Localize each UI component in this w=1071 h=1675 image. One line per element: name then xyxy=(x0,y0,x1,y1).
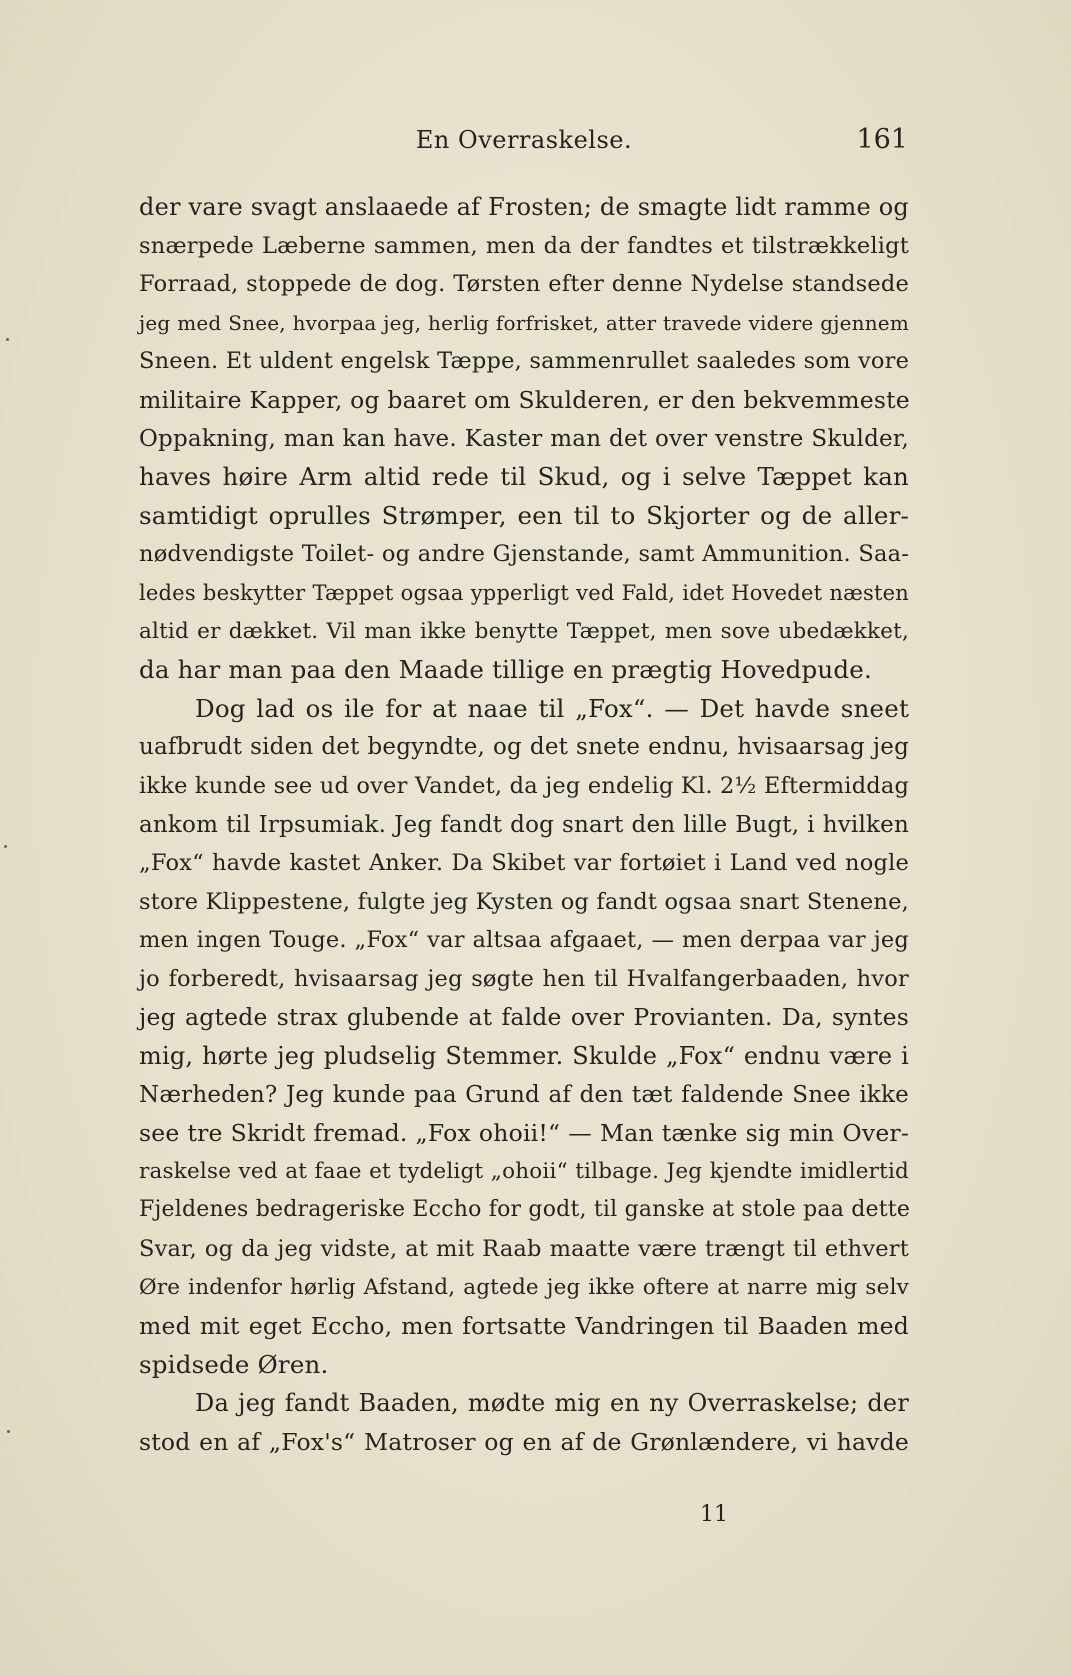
text-line: uafbrudt siden det begyndte, og det snete endnu, hvisaarsag jeg xyxy=(139,734,909,761)
text-line: Forraad, stoppede de dog. Tørsten efter denne Nydelse standsede xyxy=(139,271,909,298)
page-number: 161 xyxy=(856,124,908,155)
text-line: store Klippestene, fulgte jeg Kysten og fandt ogsaa snart Stenene, xyxy=(139,888,909,915)
text-line: militaire Kapper, og baaret om Skulderen, er den bekvemmeste xyxy=(139,385,910,414)
text-line: Sneen. Et uldent engelsk Tæppe, sammenrullet saaledes som vore xyxy=(139,348,910,375)
text-line: „Fox“ havde kastet Anker. Da Skibet var fortøiet i Land ved nogle xyxy=(139,850,909,877)
text-line: Nærheden? Jeg kunde paa Grund af den tæt faldende Snee ikke xyxy=(139,1081,909,1108)
text-line: Svar, og da jeg vidste, at mit Raab maatte være trængt til ethvert xyxy=(139,1236,909,1263)
text-line: der vare svagt anslaaede af Frosten; de smagte lidt ramme og xyxy=(139,193,909,221)
text-line: ikke kunde see ud over Vandet, da jeg endelig Kl. 2½ Eftermiddag xyxy=(139,772,910,799)
text-line: haves høire Arm altid rede til Skud, og i selve Tæppet kan xyxy=(139,462,909,492)
text-line: nødvendigste Toilet- og andre Gjenstande, samt Ammunition. Saa- xyxy=(139,541,909,568)
margin-speck xyxy=(4,845,7,848)
text-line: men ingen Touge. „Fox“ var altsaa afgaaet, — men derpaa var jeg xyxy=(139,927,909,954)
text-line: ankom til Irpsumiak. Jeg fandt dog snart den lille Bugt, i hvilken xyxy=(139,811,909,838)
margin-speck xyxy=(6,338,9,341)
text-line: ledes beskytter Tæppet ogsaa ypperligt ved Fald, idet Hovedet næsten xyxy=(139,580,909,605)
text-line: snærpede Læberne sammen, men da der fandtes et tilstrækkeligt xyxy=(139,232,909,259)
text-line: see tre Skridt fremad. „Fox ohoii!“ — Man tænke sig min Over- xyxy=(139,1119,909,1148)
text-line: samtidigt oprulles Strømper, een til to Skjorter og de aller- xyxy=(139,500,909,530)
text-line: Fjeldenes bedrageriske Eccho for godt, til ganske at stole paa dette xyxy=(139,1197,911,1223)
text-line: Dog lad os ile for at naae til „Fox“. — Det havde sneet xyxy=(195,693,909,723)
margin-speck xyxy=(7,1430,10,1433)
text-line: jeg agtede strax glubende at falde over Provianten. Da, syntes xyxy=(139,1003,909,1032)
running-head: En Overraskelse. xyxy=(415,126,633,154)
text-line: altid er dækket. Vil man ikke benytte Tæppet, men sove ubedækket, xyxy=(139,618,909,644)
text-line: raskelse ved at faae et tydeligt „ohoii“ tilbage. Jeg kjendte imidlertid xyxy=(139,1158,909,1184)
text-line: da har man paa den Maade tillige en prægtig Hovedpude. xyxy=(139,655,872,685)
text-line: med mit eget Eccho, men fortsatte Vandringen til Baaden med xyxy=(139,1312,909,1341)
body-text xyxy=(139,188,909,1462)
signature-mark: 11 xyxy=(700,1502,728,1527)
text-line: jeg med Snee, hvorpaa jeg, herlig forfrisket, atter travede videre gjennem xyxy=(139,310,909,335)
text-line: Da jeg fandt Baaden, mødte mig en ny Overraskelse; der xyxy=(195,1389,909,1418)
text-line: spidsede Øren. xyxy=(139,1349,329,1379)
text-line: jo forberedt, hvisaarsag jeg søgte hen til Hvalfangerbaaden, hvor xyxy=(139,965,909,992)
text-line: stod en af „Fox's“ Matroser og en af de Grønlændere, vi havde xyxy=(139,1428,909,1456)
page-header xyxy=(140,122,908,158)
text-line: mig, hørte jeg pludselig Stemmer. Skulde „Fox“ endnu være i xyxy=(139,1042,909,1071)
text-line: Øre indenfor hørlig Afstand, agtede jeg ikke oftere at narre mig selv xyxy=(139,1274,909,1300)
text-line: Oppakning, man kan have. Kaster man det over venstre Skulder, xyxy=(139,425,909,452)
